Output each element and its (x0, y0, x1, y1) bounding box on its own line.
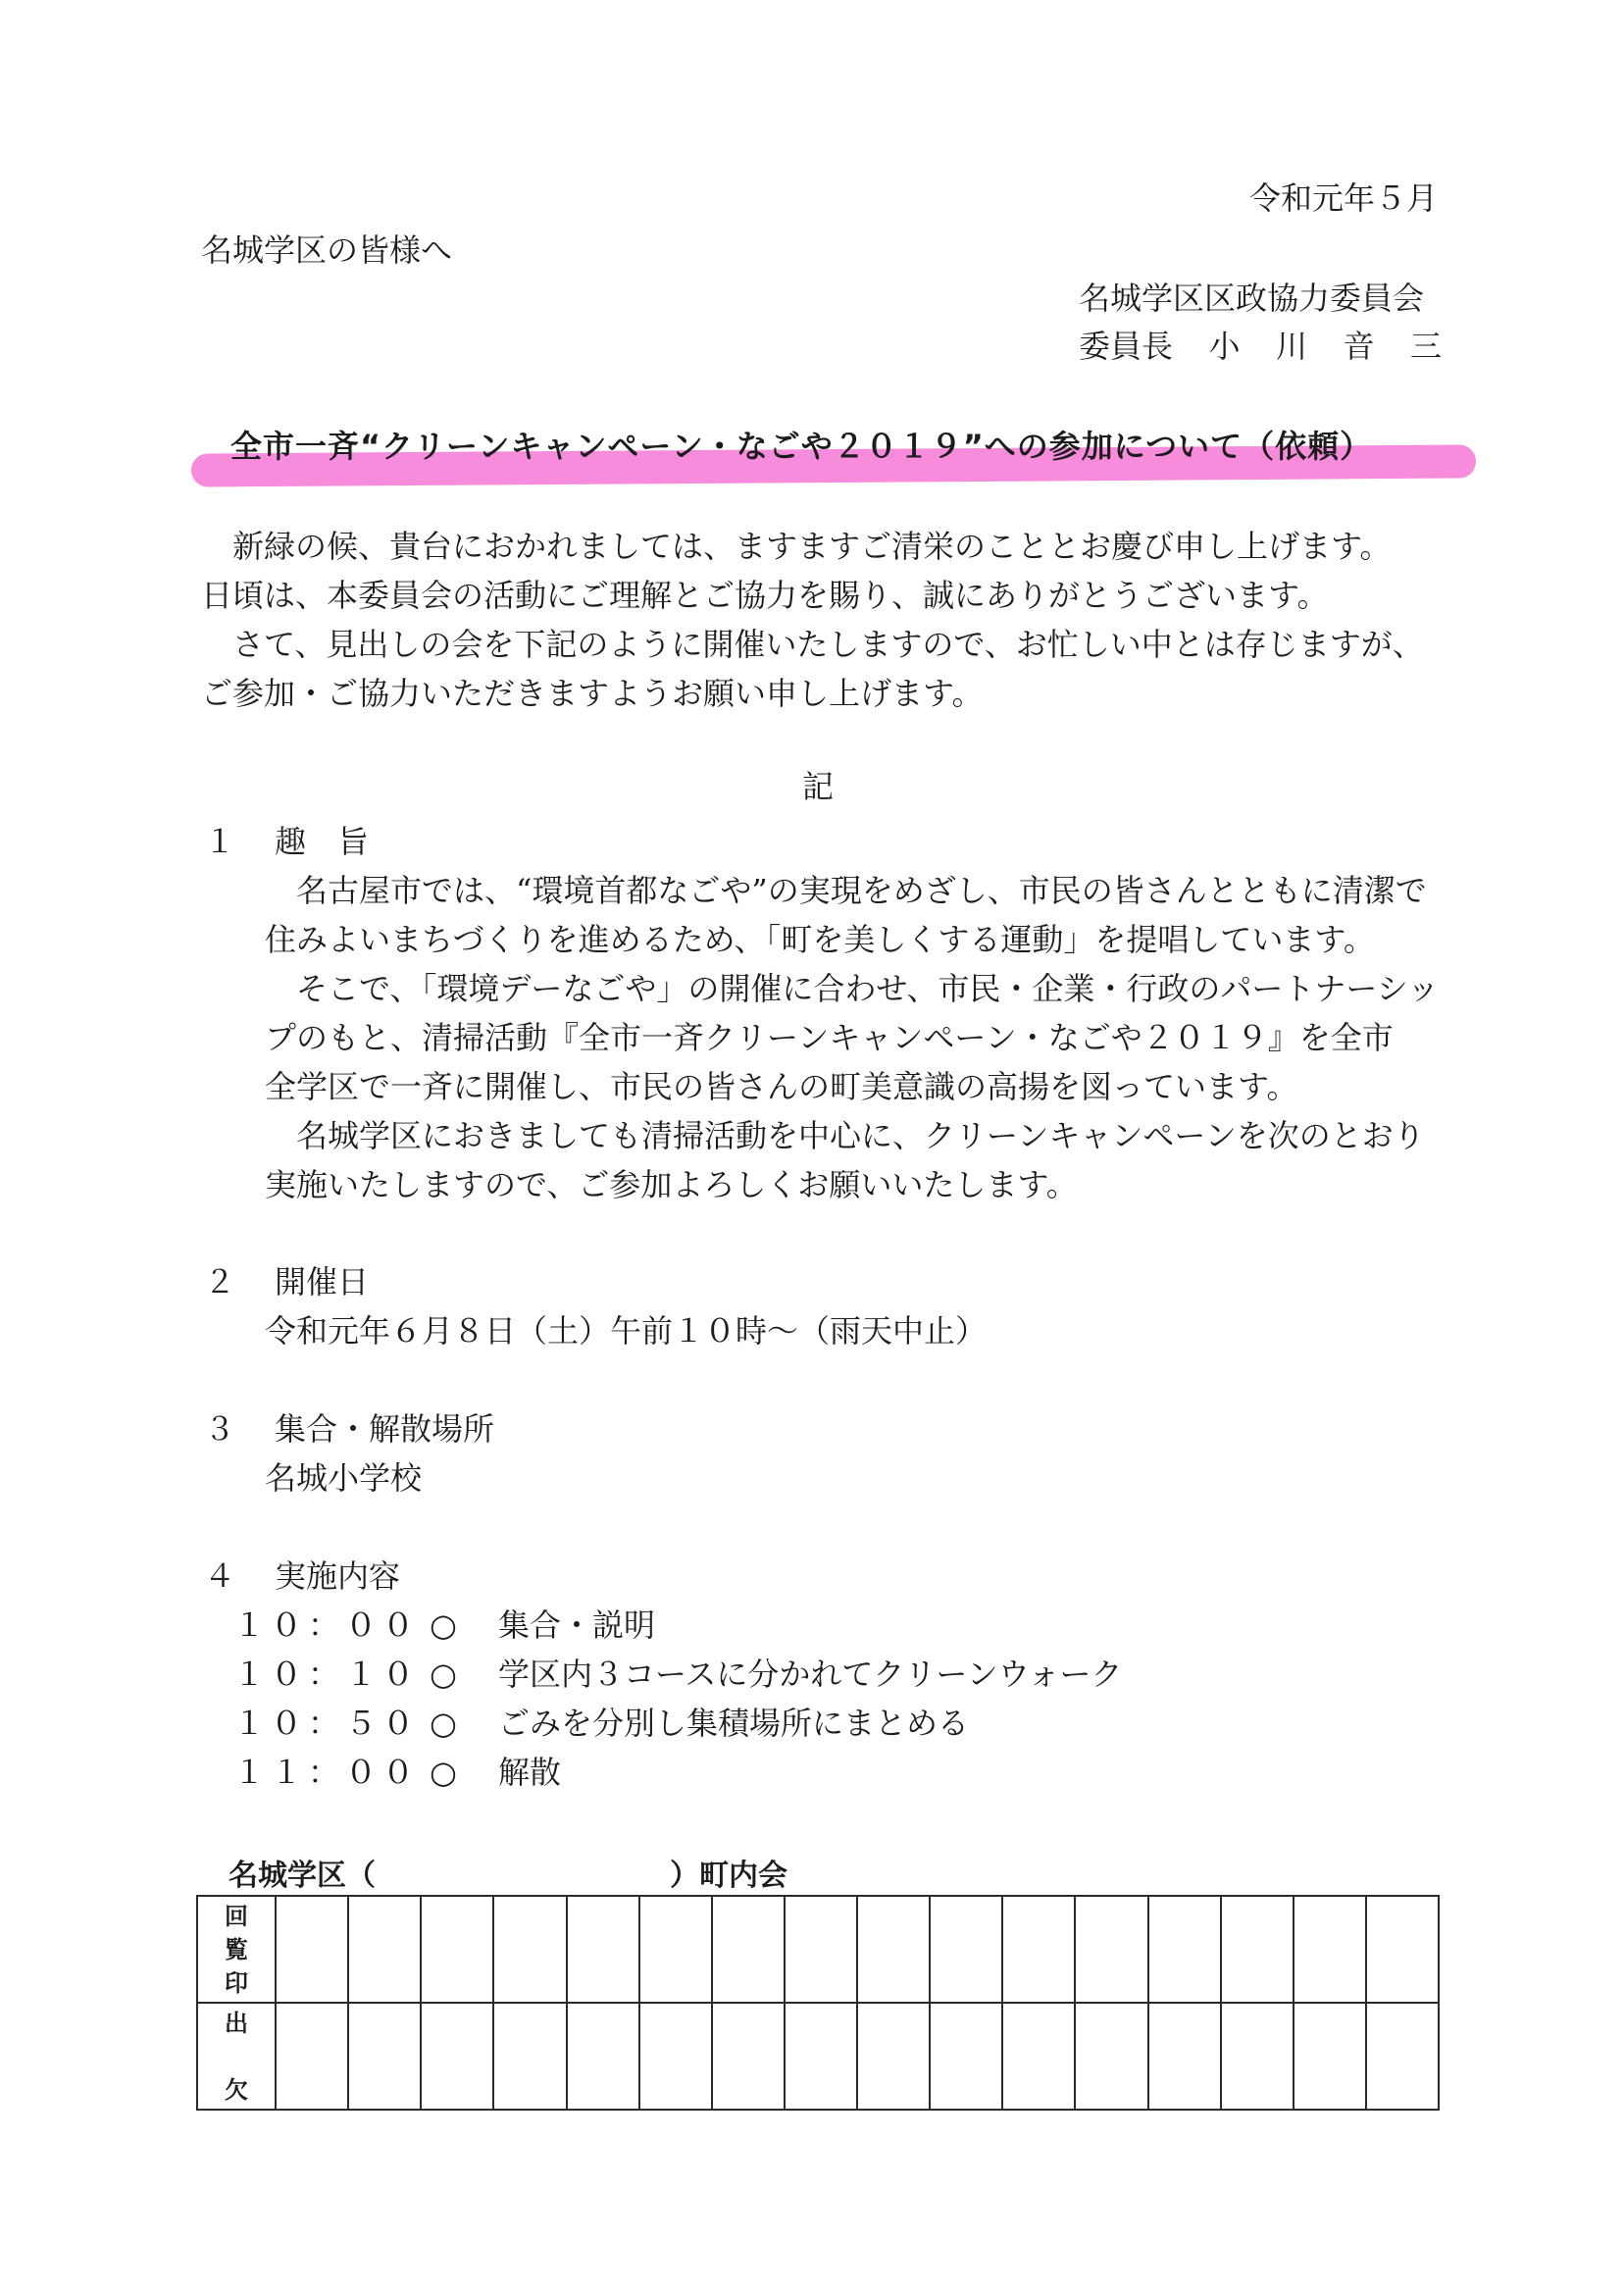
attendance-cell[interactable] (567, 2003, 639, 2110)
schedule-list (204, 1601, 1449, 1797)
schedule-item: ごみを分別し集積場所にまとめる (498, 1705, 970, 1742)
row-label-attendance (197, 2003, 276, 2110)
schedule-item: 集合・説明 (498, 1606, 656, 1644)
chair-name-char: 小 (1208, 328, 1241, 365)
kigo-heading: 記 (802, 768, 835, 805)
stamp-cell[interactable] (1148, 1896, 1221, 2003)
section-venue (204, 1404, 1449, 1503)
label-char: 覧 (225, 1935, 248, 1963)
body-line: 全学区で一斉に開催し、市民の皆さんの町美意識の高揚を図っています。 (265, 1068, 1298, 1105)
intro-line: 日頃は、本委員会の活動にご理解とご協力を賜り、誠にありがとうございます。 (201, 577, 1329, 614)
venue-name: 名城小学校 (265, 1459, 423, 1497)
chair-title: 委員長 (1079, 328, 1174, 365)
body-line: そこで、「環境デーなごや」の開催に合わせ、市民・企業・行政のパートナーシッ (265, 970, 1440, 1007)
attendance-cell[interactable] (421, 2003, 493, 2110)
circle-bullet-icon: ○ (430, 1754, 457, 1791)
circle-bullet-icon: ○ (430, 1656, 457, 1693)
section-number: ２ (204, 1263, 236, 1300)
recipient: 名城学区の皆様へ (201, 231, 453, 269)
stamp-row (197, 1896, 1439, 2003)
schedule-row (233, 1650, 1449, 1699)
attendance-cell[interactable] (1002, 2003, 1075, 2110)
schedule-time: １０：５０ (233, 1705, 421, 1742)
circle-bullet-icon: ○ (430, 1606, 457, 1644)
label-char: 印 (225, 1968, 248, 1997)
stamp-cell[interactable] (493, 1896, 566, 2003)
schedule-time: １１：００ (233, 1754, 421, 1791)
stamp-cell[interactable] (785, 1896, 857, 2003)
section-schedule (204, 1552, 1449, 1797)
attendance-cell[interactable] (1294, 2003, 1366, 2110)
stamp-cell[interactable] (1294, 1896, 1366, 2003)
event-date: 令和元年６月８日（土）午前１０時～（雨天中止） (265, 1312, 988, 1350)
body-line: 実施いたしますので、ご参加よろしくお願いいたします。 (265, 1166, 1078, 1203)
attendance-row (197, 2003, 1439, 2110)
stamp-cell[interactable] (930, 1896, 1002, 2003)
circle-bullet-icon: ○ (430, 1705, 457, 1742)
stamp-cell[interactable] (1221, 1896, 1294, 2003)
circulation-sheet-label (228, 1851, 787, 1894)
section-heading: 実施内容 (275, 1557, 401, 1595)
body-line: 名古屋市では、“環境首都なごや”の実現をめざし、市民の皆さんとともに清潔で (265, 872, 1427, 909)
attendance-cell[interactable] (785, 2003, 857, 2110)
label-char: 欠 (225, 2075, 248, 2104)
intro-line: ご参加・ご協力いただきますようお願い申し上げます。 (201, 675, 984, 712)
intro-paragraph (201, 522, 1446, 718)
stamp-cell[interactable] (1002, 1896, 1075, 2003)
section-heading: 開催日 (275, 1263, 370, 1300)
attendance-cell[interactable] (276, 2003, 348, 2110)
section-number: ４ (204, 1557, 236, 1595)
attendance-cell[interactable] (1075, 2003, 1147, 2110)
intro-line: さて、見出しの会を下記のように開催いたしますので、お忙しい中とは存じますが、 (201, 626, 1424, 663)
stamp-cell[interactable] (1366, 1896, 1439, 2003)
schedule-row (233, 1748, 1449, 1797)
body-line: プのもと、清掃活動『全市一斉クリーンキャンペーン・なごや２０１９』を全市 (265, 1019, 1394, 1056)
chair-name-char: 三 (1409, 328, 1442, 365)
circulation-table (196, 1895, 1440, 2111)
schedule-time: １０：１０ (233, 1656, 421, 1693)
label-char: 回 (225, 1902, 248, 1930)
label-suffix: ）町内会 (670, 1859, 787, 1893)
attendance-cell[interactable] (348, 2003, 421, 2110)
stamp-cell[interactable] (712, 1896, 785, 2003)
stamp-cell[interactable] (348, 1896, 421, 2003)
section-number: ３ (204, 1410, 236, 1448)
attendance-cell[interactable] (930, 2003, 1002, 2110)
schedule-row (233, 1699, 1449, 1748)
blank-field[interactable] (376, 1851, 670, 1894)
stamp-cell[interactable] (1075, 1896, 1147, 2003)
stamp-cell[interactable] (567, 1896, 639, 2003)
label-prefix: 名城学区（ (228, 1859, 376, 1893)
chair-name-char: 音 (1343, 328, 1375, 365)
attendance-cell[interactable] (493, 2003, 566, 2110)
sender-organization: 名城学区区政協力委員会 (1079, 280, 1425, 317)
stamp-cell[interactable] (639, 1896, 712, 2003)
attendance-cell[interactable] (639, 2003, 712, 2110)
stamp-cell[interactable] (276, 1896, 348, 2003)
attendance-cell[interactable] (1221, 2003, 1294, 2110)
section-number: １ (204, 823, 236, 860)
stamp-cell[interactable] (857, 1896, 930, 2003)
row-label-stamp (197, 1896, 276, 2003)
schedule-row (233, 1601, 1449, 1650)
section-purpose (204, 817, 1449, 1209)
intro-line: 新緑の候、貴台におかれましては、ますますご清栄のこととお慶び申し上げます。 (201, 528, 1392, 565)
attendance-cell[interactable] (712, 2003, 785, 2110)
issue-date: 令和元年５月 (1248, 179, 1438, 217)
section-date (204, 1257, 1449, 1355)
schedule-time: １０：００ (233, 1606, 421, 1644)
label-char: 出 (225, 2009, 248, 2037)
section-heading: 集合・解散場所 (275, 1410, 495, 1448)
body-line: 名城学区におきましても清掃活動を中心に、クリーンキャンペーンを次のとおり (265, 1117, 1425, 1154)
attendance-cell[interactable] (857, 2003, 930, 2110)
document-title: 全市一斉“クリーンキャンペーン・なごや２０１９”への参加について（依頼） (230, 428, 1373, 465)
body-line: 住みよいまちづくりを進めるため、「町を美しくする運動」を提唱しています。 (265, 921, 1375, 958)
schedule-item: 学区内３コースに分かれてクリーンウォーク (498, 1656, 1123, 1693)
sender-chair (1079, 328, 1442, 365)
attendance-cell[interactable] (1366, 2003, 1439, 2110)
attendance-cell[interactable] (1148, 2003, 1221, 2110)
section-heading: 趣 旨 (275, 823, 370, 860)
stamp-cell[interactable] (421, 1896, 493, 2003)
schedule-item: 解散 (498, 1754, 562, 1791)
chair-name-char: 川 (1275, 328, 1307, 365)
